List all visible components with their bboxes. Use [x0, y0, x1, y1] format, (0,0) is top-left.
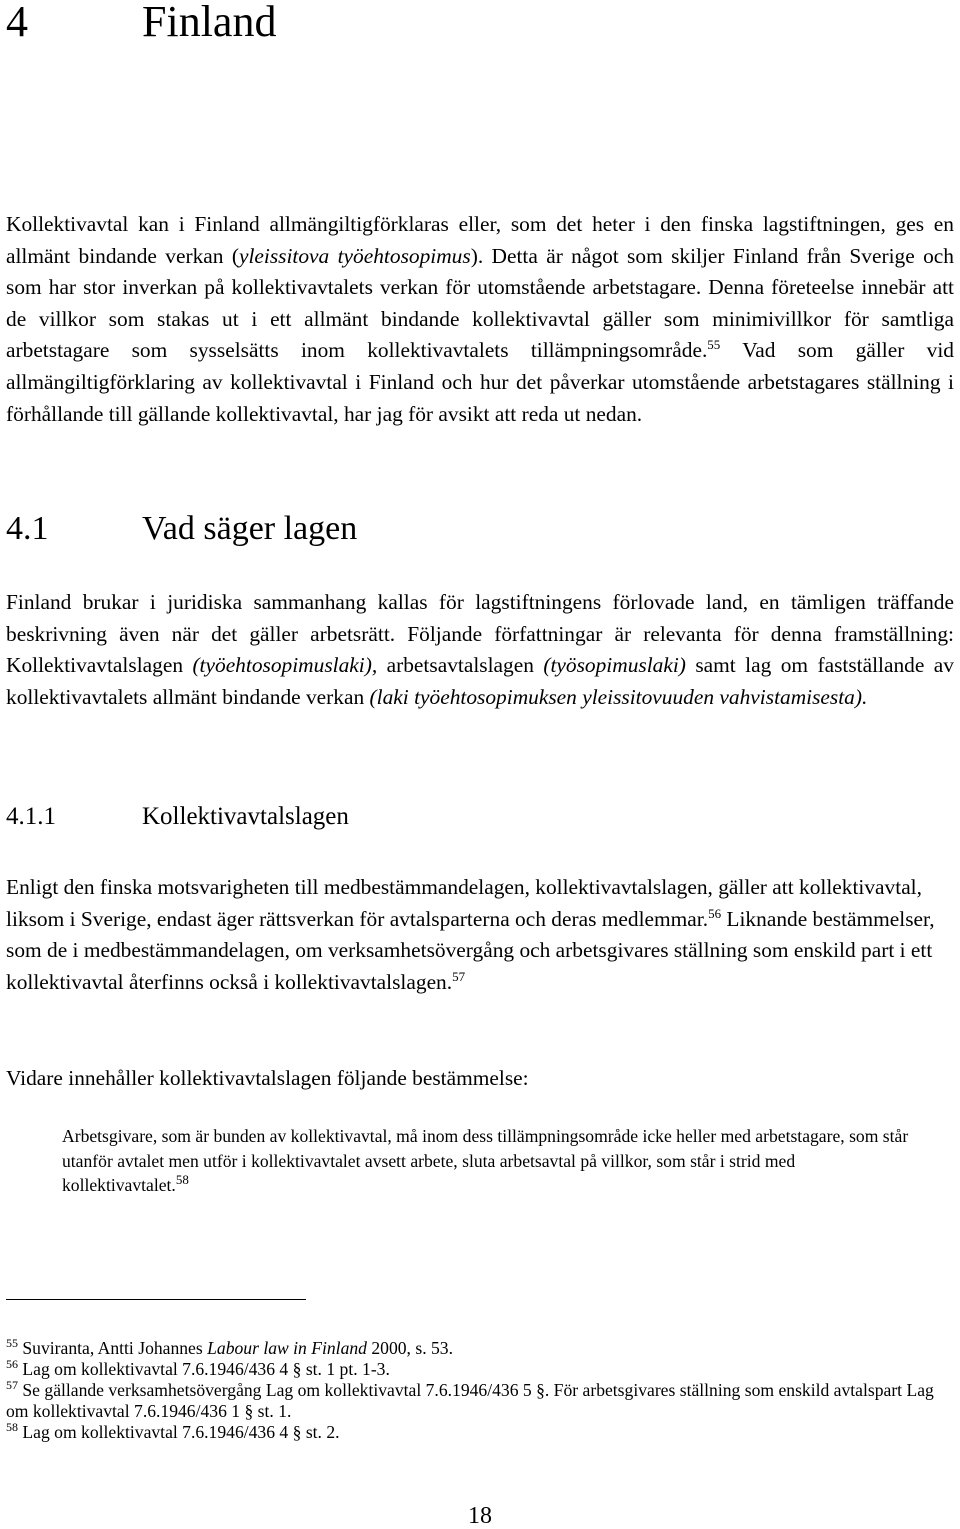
- footnote-number: 58: [6, 1420, 18, 1435]
- chapter-number: 4: [6, 0, 28, 46]
- footnote-text: 2000, s. 53.: [366, 1338, 453, 1358]
- section-4-1-1-paragraph-a: [6, 872, 954, 998]
- footnotes: [6, 1338, 954, 1443]
- s411-text-b1: Vidare innehåller kollektivavtalslagen följande bestämmelse:: [6, 1066, 529, 1090]
- footnote-number: 57: [6, 1378, 18, 1393]
- section-4-1-1-number: 4.1.1: [6, 803, 56, 830]
- quote-text: Arbetsgivare, som är bunden av kollektivavtal, må inom dess tillämpningsområde icke heller med arbetstagare, som står utanför avtalet men utför i kollektivavtalet avsett arbete, sluta arbetsavtal på villkor, som står i strid med kollektivavtalet.: [62, 1126, 909, 1195]
- footnote-text: Lag om kollektivavtal 7.6.1946/436 4 § st. 2.: [18, 1422, 340, 1442]
- footnote-57: [6, 1380, 954, 1422]
- s41-italic-1: (työehtosopimuslaki),: [192, 653, 378, 678]
- footnote-italic: Labour law in Finland: [207, 1338, 367, 1358]
- footnote-ref-56[interactable]: 56: [708, 905, 722, 921]
- footnote-58: [6, 1422, 954, 1443]
- s41-text-2: arbetsavtalslagen: [377, 653, 544, 678]
- s411-text-a2: Liknande bestämmelser, som de i medbestämmandelagen, om verksamhetsövergång och arbetsgivares ställning som enskild part i ett kollektivavtal återfinns också i kollektivavtalslagen.: [6, 906, 935, 994]
- footnote-text: Suviranta, Antti Johannes: [18, 1338, 208, 1358]
- footnote-ref-55[interactable]: 55: [707, 337, 721, 353]
- intro-text-1: Kollektivavtal kan i Finland allmängiltigförklaras eller, som det heter i den finska lagstiftningen, ges en allmänt bindande verkan (: [6, 212, 954, 268]
- s41-text-3: samt lag om fastställande av kollektivavtalets allmänt bindande verkan: [6, 653, 954, 709]
- page-number: 18: [468, 1503, 492, 1529]
- intro-italic-term: yleissitova työehtosopimus: [238, 243, 471, 268]
- s41-italic-2: (työsopimuslaki): [543, 653, 686, 678]
- footnote-ref-58[interactable]: 58: [175, 1172, 189, 1188]
- section-4-1-number: 4.1: [6, 510, 49, 547]
- footnote-number: 56: [6, 1357, 18, 1372]
- footnote-55: [6, 1338, 954, 1359]
- s41-italic-3: (laki työehtosopimuksen yleissitovuuden vahvistamisesta).: [369, 684, 868, 709]
- chapter-title: Finland: [142, 0, 277, 46]
- s41-text-1: Finland brukar i juridiska sammanhang kallas för lagstiftningens förlovade land, en tämligen träffande beskrivning även när det gäller arbetsrätt. Följande författningar är relevanta för denna framställning: Kollektivavtalslagen: [6, 590, 954, 678]
- section-4-1-title: Vad säger lagen: [142, 510, 358, 547]
- section-4-1-1-paragraph-b: [6, 1063, 954, 1095]
- footnote-number: 55: [6, 1336, 18, 1351]
- footnote-ref-57[interactable]: 57: [452, 968, 466, 984]
- intro-text-3: Vad som gäller vid allmängiltigförklaring av kollektivavtal i Finland och hur det påverkar utomstående arbetstagares ställning i förhållande till gällande kollektivavtal, har jag för avsikt att reda ut nedan.: [6, 338, 954, 426]
- footnote-56: [6, 1359, 954, 1380]
- footnote-separator: [6, 1299, 306, 1300]
- section-4-1-1-title: Kollektivavtalslagen: [142, 803, 349, 830]
- footnote-text: Se gällande verksamhetsövergång Lag om kollektivavtal 7.6.1946/436 5 §. För arbetsgivares ställning som enskild avtalspart Lag om kollektivavtal 7.6.1946/436 1 § st. 1.: [6, 1380, 934, 1421]
- section-4-1-paragraph: [6, 587, 954, 713]
- intro-paragraph: [6, 209, 954, 430]
- block-quote: [62, 1124, 912, 1198]
- intro-text-2: ). Detta är något som skiljer Finland från Sverige och som har stor inverkan på kollektivavtalets verkan för utomstående arbetstagare. Denna företeelse innebär att de villkor som stakas ut i ett allmänt bindande kollektivavtal gäller som minimivillkor för samtliga arbetstagare som sysselsätts inom kollektivavtalets tillämpningsområde.: [6, 243, 954, 363]
- s411-text-a1: Enligt den finska motsvarigheten till medbestämmandelagen, kollektivavtalslagen, gäller att kollektivavtal, liksom i Sverige, endast äger rättsverkan för avtalsparterna och deras medlemmar.: [6, 875, 922, 931]
- footnote-text: Lag om kollektivavtal 7.6.1946/436 4 § st. 1 pt. 1-3.: [18, 1359, 390, 1379]
